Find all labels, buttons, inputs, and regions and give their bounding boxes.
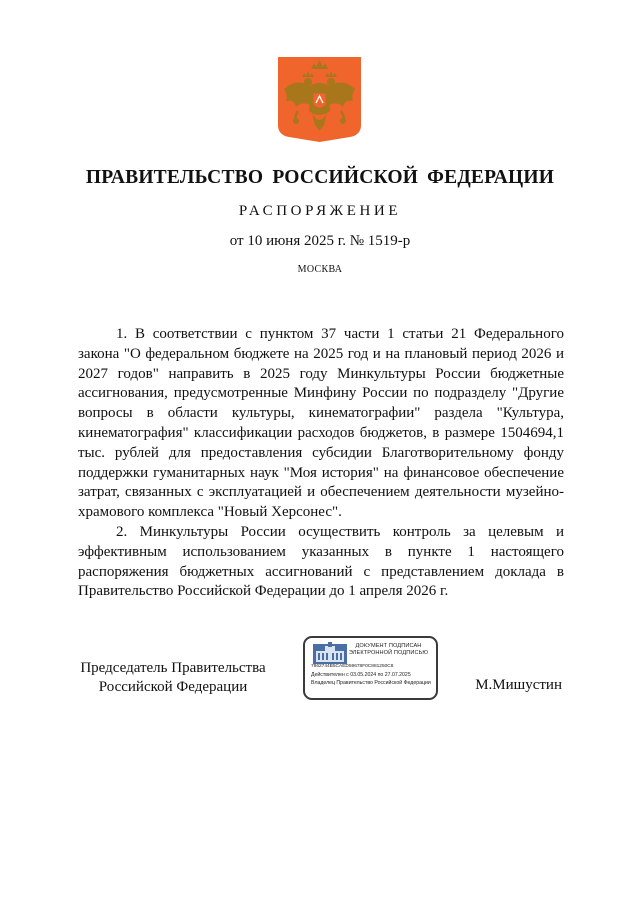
- government-building-icon: [313, 642, 347, 664]
- stamp-line2: ЭЛЕКТРОННОЙ ПОДПИСЬЮ: [348, 650, 429, 656]
- electronic-signature-stamp: [303, 636, 438, 700]
- paragraph-1: 1. В соответствии с пунктом 37 части 1 статьи 21 Федерального закона "О федеральном бюджете на 2025 год и на плановый период 2026 и 2027 годов" направить в 2025 году Минкультуры России бюджетные ассигнования, предусмотренные Минфину России по подразделу "Другие вопросы в области культуры, кинематографии" раздела "Культура, кинематография" классификации расходов бюджетов, в размере 1504694,1 тыс. рублей для предоставления субсидии Благотворительному фонду поддержки гуманитарных наук "Моя история" на финансовое обеспечение затрат, связанных с эксплуатацией и обеспечением деятельности музейно-храмового комплекса "Новый Херсонес".: [78, 326, 564, 521]
- document-type: РАСПОРЯЖЕНИЕ: [238, 203, 402, 219]
- stamp-line1: ДОКУМЕНТ ПОДПИСАН: [355, 643, 422, 649]
- russian-coat-of-arms-icon: [276, 55, 363, 143]
- signer-position-line1: Председатель Правительства: [80, 660, 266, 676]
- stamp-owner: Владелец Правительство Российской Федерации: [311, 680, 431, 686]
- signer-name: М.Мишустин: [475, 677, 562, 693]
- signer-position: [78, 659, 268, 697]
- stamp-header: [345, 643, 432, 657]
- document-issuer-title: ПРАВИТЕЛЬСТВО РОССИЙСКОЙ ФЕДЕРАЦИИ: [85, 167, 555, 188]
- document-body: [78, 325, 564, 602]
- paragraph-2: 2. Минкультуры России осуществить контроль за целевым и эффективным использованием указанных в пункте 1 настоящего распоряжения бюджетных ассигнований с представлением доклада в Правительство Российской Федерации до 1 апреля 2026 г.: [78, 523, 564, 600]
- stamp-serial: 7862744B5CAED59678F0C881250C8: [311, 664, 394, 669]
- document-date-number: от 10 июня 2025 г. № 1519-р: [229, 233, 411, 249]
- signer-position-line2: Российской Федерации: [98, 679, 248, 695]
- stamp-validity: Действителен с 03.05.2024 по 27.07.2025: [311, 672, 411, 678]
- document-city: МОСКВА: [297, 264, 343, 275]
